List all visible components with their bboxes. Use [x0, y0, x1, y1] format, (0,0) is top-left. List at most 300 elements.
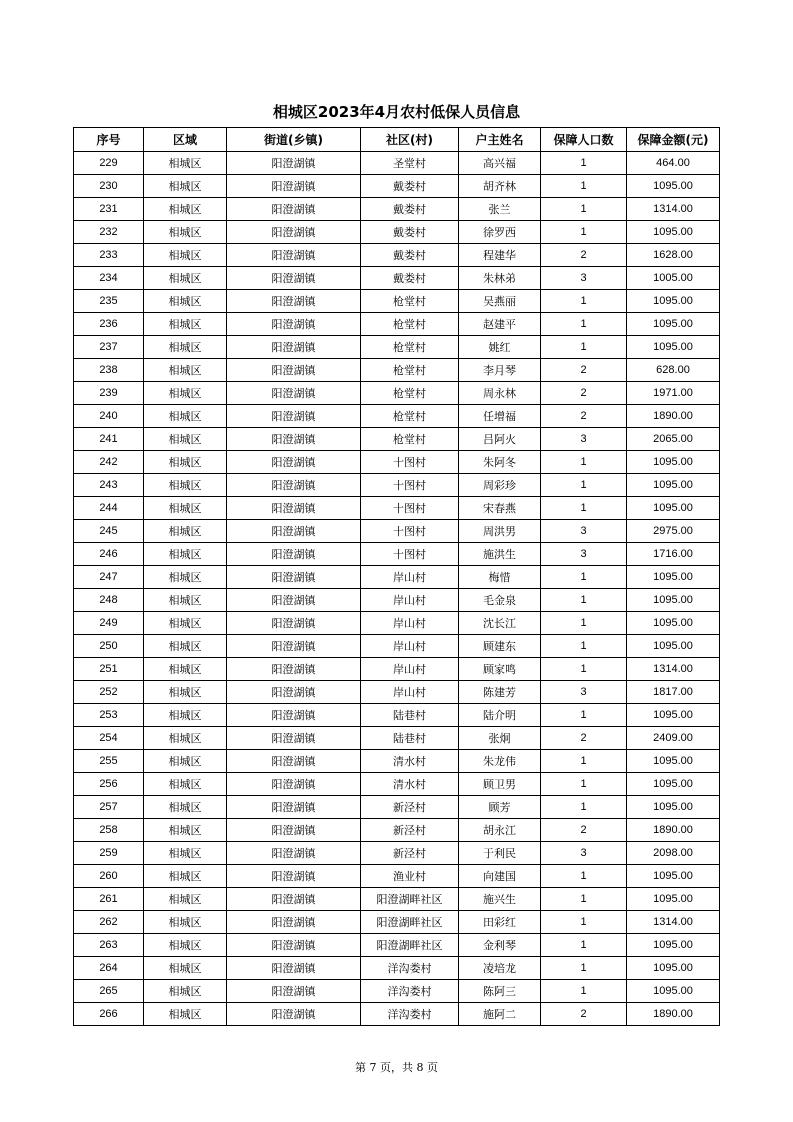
cell-householder-name: 赵建平 [459, 313, 541, 336]
cell-amount: 1817.00 [627, 681, 720, 704]
cell-community-village: 清水村 [361, 750, 459, 773]
column-header-serial: 序号 [74, 128, 144, 152]
cell-community-village: 圣堂村 [361, 152, 459, 175]
cell-street-town: 阳澄湖镇 [227, 428, 361, 451]
table-row [74, 957, 720, 980]
cell-amount: 1095.00 [627, 796, 720, 819]
cell-householder-name: 任增福 [459, 405, 541, 428]
cell-serial: 248 [74, 589, 144, 612]
cell-householder-name: 朱龙伟 [459, 750, 541, 773]
cell-householder-name: 金利琴 [459, 934, 541, 957]
cell-householder-name: 程建华 [459, 244, 541, 267]
cell-covered-persons: 1 [541, 198, 627, 221]
cell-region: 相城区 [144, 313, 227, 336]
cell-serial: 251 [74, 658, 144, 681]
cell-serial: 239 [74, 382, 144, 405]
cell-householder-name: 陈建芳 [459, 681, 541, 704]
assistance-roster-table [73, 127, 720, 1026]
cell-region: 相城区 [144, 244, 227, 267]
cell-street-town: 阳澄湖镇 [227, 750, 361, 773]
cell-covered-persons: 1 [541, 336, 627, 359]
cell-amount: 1095.00 [627, 773, 720, 796]
cell-covered-persons: 1 [541, 888, 627, 911]
cell-street-town: 阳澄湖镇 [227, 865, 361, 888]
cell-region: 相城区 [144, 566, 227, 589]
table-row [74, 658, 720, 681]
cell-amount: 1890.00 [627, 405, 720, 428]
table-row [74, 405, 720, 428]
cell-covered-persons: 1 [541, 911, 627, 934]
cell-street-town: 阳澄湖镇 [227, 934, 361, 957]
cell-amount: 1095.00 [627, 290, 720, 313]
cell-serial: 232 [74, 221, 144, 244]
cell-serial: 243 [74, 474, 144, 497]
cell-region: 相城区 [144, 221, 227, 244]
cell-serial: 262 [74, 911, 144, 934]
cell-region: 相城区 [144, 382, 227, 405]
page-title: 相城区2023年4月农村低保人员信息 [272, 103, 521, 121]
table-row [74, 382, 720, 405]
cell-householder-name: 施洪生 [459, 543, 541, 566]
cell-street-town: 阳澄湖镇 [227, 612, 361, 635]
table-row [74, 934, 720, 957]
cell-amount: 1095.00 [627, 612, 720, 635]
cell-amount: 1095.00 [627, 474, 720, 497]
cell-community-village: 十图村 [361, 497, 459, 520]
cell-serial: 260 [74, 865, 144, 888]
cell-covered-persons: 2 [541, 382, 627, 405]
cell-street-town: 阳澄湖镇 [227, 888, 361, 911]
cell-region: 相城区 [144, 405, 227, 428]
cell-region: 相城区 [144, 934, 227, 957]
cell-region: 相城区 [144, 267, 227, 290]
cell-community-village: 十图村 [361, 474, 459, 497]
table-row [74, 267, 720, 290]
cell-amount: 1095.00 [627, 865, 720, 888]
cell-serial: 241 [74, 428, 144, 451]
cell-community-village: 陆巷村 [361, 727, 459, 750]
cell-covered-persons: 1 [541, 290, 627, 313]
cell-amount: 1095.00 [627, 175, 720, 198]
cell-community-village: 戴娄村 [361, 175, 459, 198]
cell-covered-persons: 1 [541, 865, 627, 888]
cell-householder-name: 周洪男 [459, 520, 541, 543]
cell-region: 相城区 [144, 819, 227, 842]
cell-amount: 1890.00 [627, 1003, 720, 1026]
cell-community-village: 阳澄湖畔社区 [361, 888, 459, 911]
cell-region: 相城区 [144, 451, 227, 474]
column-header-region: 区域 [144, 128, 227, 152]
cell-street-town: 阳澄湖镇 [227, 658, 361, 681]
cell-street-town: 阳澄湖镇 [227, 267, 361, 290]
cell-amount: 464.00 [627, 152, 720, 175]
cell-covered-persons: 2 [541, 244, 627, 267]
cell-street-town: 阳澄湖镇 [227, 244, 361, 267]
cell-amount: 2409.00 [627, 727, 720, 750]
column-header-householder-name: 户主姓名 [459, 128, 541, 152]
cell-serial: 235 [74, 290, 144, 313]
cell-householder-name: 向建国 [459, 865, 541, 888]
cell-serial: 258 [74, 819, 144, 842]
cell-region: 相城区 [144, 175, 227, 198]
cell-serial: 237 [74, 336, 144, 359]
cell-amount: 1890.00 [627, 819, 720, 842]
cell-covered-persons: 3 [541, 428, 627, 451]
table-row [74, 681, 720, 704]
table-row [74, 819, 720, 842]
cell-community-village: 十图村 [361, 451, 459, 474]
cell-householder-name: 吴燕丽 [459, 290, 541, 313]
cell-covered-persons: 1 [541, 589, 627, 612]
column-header-community-village: 社区(村) [361, 128, 459, 152]
table-row [74, 175, 720, 198]
table-row [74, 198, 720, 221]
table-row [74, 543, 720, 566]
cell-community-village: 戴娄村 [361, 198, 459, 221]
cell-region: 相城区 [144, 888, 227, 911]
cell-covered-persons: 1 [541, 152, 627, 175]
cell-street-town: 阳澄湖镇 [227, 405, 361, 428]
cell-amount: 1628.00 [627, 244, 720, 267]
cell-amount: 1095.00 [627, 451, 720, 474]
cell-community-village: 洋沟娄村 [361, 980, 459, 1003]
cell-community-village: 枪堂村 [361, 428, 459, 451]
cell-street-town: 阳澄湖镇 [227, 359, 361, 382]
cell-serial: 231 [74, 198, 144, 221]
cell-householder-name: 沈长江 [459, 612, 541, 635]
table-row [74, 773, 720, 796]
cell-serial: 265 [74, 980, 144, 1003]
cell-community-village: 渔业村 [361, 865, 459, 888]
table-row [74, 704, 720, 727]
table-row [74, 727, 720, 750]
cell-community-village: 岸山村 [361, 681, 459, 704]
cell-street-town: 阳澄湖镇 [227, 198, 361, 221]
cell-covered-persons: 2 [541, 1003, 627, 1026]
cell-covered-persons: 3 [541, 842, 627, 865]
cell-region: 相城区 [144, 520, 227, 543]
table-row [74, 336, 720, 359]
cell-street-town: 阳澄湖镇 [227, 313, 361, 336]
cell-community-village: 清水村 [361, 773, 459, 796]
cell-street-town: 阳澄湖镇 [227, 152, 361, 175]
cell-street-town: 阳澄湖镇 [227, 819, 361, 842]
cell-amount: 1716.00 [627, 543, 720, 566]
cell-serial: 246 [74, 543, 144, 566]
cell-householder-name: 施兴生 [459, 888, 541, 911]
cell-covered-persons: 2 [541, 405, 627, 428]
cell-street-town: 阳澄湖镇 [227, 290, 361, 313]
cell-street-town: 阳澄湖镇 [227, 474, 361, 497]
cell-serial: 249 [74, 612, 144, 635]
cell-serial: 264 [74, 957, 144, 980]
cell-serial: 234 [74, 267, 144, 290]
cell-community-village: 戴娄村 [361, 221, 459, 244]
cell-householder-name: 田彩红 [459, 911, 541, 934]
column-header-amount: 保障金额(元) [627, 128, 720, 152]
cell-region: 相城区 [144, 911, 227, 934]
cell-street-town: 阳澄湖镇 [227, 589, 361, 612]
cell-amount: 1314.00 [627, 198, 720, 221]
cell-amount: 1095.00 [627, 750, 720, 773]
cell-region: 相城区 [144, 612, 227, 635]
cell-householder-name: 顾芳 [459, 796, 541, 819]
cell-region: 相城区 [144, 865, 227, 888]
cell-region: 相城区 [144, 543, 227, 566]
column-header-street-town: 街道(乡镇) [227, 128, 361, 152]
cell-covered-persons: 3 [541, 520, 627, 543]
cell-householder-name: 顾家鸣 [459, 658, 541, 681]
cell-serial: 252 [74, 681, 144, 704]
cell-amount: 1314.00 [627, 911, 720, 934]
cell-region: 相城区 [144, 773, 227, 796]
cell-street-town: 阳澄湖镇 [227, 382, 361, 405]
cell-covered-persons: 1 [541, 635, 627, 658]
table-row [74, 428, 720, 451]
table-row [74, 865, 720, 888]
cell-amount: 1095.00 [627, 704, 720, 727]
cell-serial: 255 [74, 750, 144, 773]
cell-serial: 253 [74, 704, 144, 727]
cell-covered-persons: 1 [541, 750, 627, 773]
cell-community-village: 岸山村 [361, 635, 459, 658]
cell-region: 相城区 [144, 152, 227, 175]
cell-covered-persons: 1 [541, 957, 627, 980]
cell-serial: 238 [74, 359, 144, 382]
cell-street-town: 阳澄湖镇 [227, 221, 361, 244]
cell-householder-name: 周彩珍 [459, 474, 541, 497]
cell-covered-persons: 1 [541, 934, 627, 957]
cell-region: 相城区 [144, 796, 227, 819]
cell-amount: 1095.00 [627, 566, 720, 589]
column-header-covered-persons: 保障人口数 [541, 128, 627, 152]
cell-community-village: 枪堂村 [361, 336, 459, 359]
cell-serial: 257 [74, 796, 144, 819]
cell-community-village: 岸山村 [361, 612, 459, 635]
cell-amount: 1095.00 [627, 589, 720, 612]
cell-serial: 229 [74, 152, 144, 175]
cell-community-village: 阳澄湖畔社区 [361, 911, 459, 934]
table-header-row [74, 128, 720, 152]
cell-amount: 2098.00 [627, 842, 720, 865]
cell-amount: 1095.00 [627, 980, 720, 1003]
cell-amount: 1095.00 [627, 934, 720, 957]
cell-region: 相城区 [144, 727, 227, 750]
cell-community-village: 枪堂村 [361, 382, 459, 405]
cell-serial: 259 [74, 842, 144, 865]
cell-street-town: 阳澄湖镇 [227, 796, 361, 819]
cell-amount: 1095.00 [627, 221, 720, 244]
cell-street-town: 阳澄湖镇 [227, 543, 361, 566]
cell-region: 相城区 [144, 290, 227, 313]
table-row [74, 612, 720, 635]
cell-householder-name: 于利民 [459, 842, 541, 865]
cell-serial: 250 [74, 635, 144, 658]
cell-community-village: 新泾村 [361, 842, 459, 865]
cell-householder-name: 李月琴 [459, 359, 541, 382]
cell-street-town: 阳澄湖镇 [227, 727, 361, 750]
cell-region: 相城区 [144, 750, 227, 773]
cell-covered-persons: 3 [541, 267, 627, 290]
cell-street-town: 阳澄湖镇 [227, 957, 361, 980]
cell-region: 相城区 [144, 842, 227, 865]
cell-street-town: 阳澄湖镇 [227, 704, 361, 727]
table-row [74, 589, 720, 612]
cell-serial: 247 [74, 566, 144, 589]
cell-region: 相城区 [144, 957, 227, 980]
table-row [74, 359, 720, 382]
cell-community-village: 新泾村 [361, 819, 459, 842]
cell-region: 相城区 [144, 336, 227, 359]
table-row [74, 566, 720, 589]
cell-householder-name: 朱林弟 [459, 267, 541, 290]
cell-amount: 1095.00 [627, 888, 720, 911]
cell-householder-name: 徐罗西 [459, 221, 541, 244]
table-body [74, 152, 720, 1026]
cell-region: 相城区 [144, 497, 227, 520]
cell-region: 相城区 [144, 198, 227, 221]
cell-covered-persons: 1 [541, 175, 627, 198]
cell-street-town: 阳澄湖镇 [227, 520, 361, 543]
table-row [74, 911, 720, 934]
cell-serial: 233 [74, 244, 144, 267]
cell-community-village: 阳澄湖畔社区 [361, 934, 459, 957]
cell-street-town: 阳澄湖镇 [227, 911, 361, 934]
cell-street-town: 阳澄湖镇 [227, 497, 361, 520]
cell-region: 相城区 [144, 359, 227, 382]
table-row [74, 497, 720, 520]
table-row [74, 796, 720, 819]
cell-amount: 1314.00 [627, 658, 720, 681]
cell-street-town: 阳澄湖镇 [227, 566, 361, 589]
cell-householder-name: 胡齐林 [459, 175, 541, 198]
cell-householder-name: 宋春燕 [459, 497, 541, 520]
cell-covered-persons: 1 [541, 313, 627, 336]
cell-amount: 1095.00 [627, 957, 720, 980]
cell-region: 相城区 [144, 589, 227, 612]
cell-serial: 261 [74, 888, 144, 911]
cell-covered-persons: 1 [541, 451, 627, 474]
cell-amount: 1095.00 [627, 336, 720, 359]
cell-community-village: 十图村 [361, 520, 459, 543]
cell-community-village: 戴娄村 [361, 244, 459, 267]
cell-covered-persons: 1 [541, 612, 627, 635]
cell-serial: 263 [74, 934, 144, 957]
table-row [74, 152, 720, 175]
table-row [74, 520, 720, 543]
cell-community-village: 枪堂村 [361, 290, 459, 313]
cell-householder-name: 张炯 [459, 727, 541, 750]
cell-householder-name: 高兴福 [459, 152, 541, 175]
cell-covered-persons: 1 [541, 658, 627, 681]
cell-amount: 1095.00 [627, 635, 720, 658]
cell-covered-persons: 2 [541, 359, 627, 382]
cell-serial: 236 [74, 313, 144, 336]
table-row [74, 244, 720, 267]
cell-householder-name: 张兰 [459, 198, 541, 221]
cell-community-village: 枪堂村 [361, 405, 459, 428]
cell-serial: 242 [74, 451, 144, 474]
cell-covered-persons: 2 [541, 727, 627, 750]
table-row [74, 635, 720, 658]
cell-region: 相城区 [144, 428, 227, 451]
cell-street-town: 阳澄湖镇 [227, 842, 361, 865]
cell-covered-persons: 1 [541, 773, 627, 796]
table-row [74, 451, 720, 474]
cell-covered-persons: 1 [541, 474, 627, 497]
cell-covered-persons: 1 [541, 497, 627, 520]
cell-householder-name: 朱阿冬 [459, 451, 541, 474]
cell-serial: 244 [74, 497, 144, 520]
cell-region: 相城区 [144, 980, 227, 1003]
cell-covered-persons: 1 [541, 796, 627, 819]
cell-region: 相城区 [144, 704, 227, 727]
cell-serial: 254 [74, 727, 144, 750]
table-row [74, 1003, 720, 1026]
cell-community-village: 戴娄村 [361, 267, 459, 290]
cell-community-village: 岸山村 [361, 589, 459, 612]
cell-householder-name: 姚红 [459, 336, 541, 359]
cell-householder-name: 施阿二 [459, 1003, 541, 1026]
cell-community-village: 岸山村 [361, 566, 459, 589]
cell-street-town: 阳澄湖镇 [227, 681, 361, 704]
cell-serial: 256 [74, 773, 144, 796]
cell-street-town: 阳澄湖镇 [227, 635, 361, 658]
cell-region: 相城区 [144, 658, 227, 681]
cell-householder-name: 周永林 [459, 382, 541, 405]
cell-community-village: 陆巷村 [361, 704, 459, 727]
table-row [74, 313, 720, 336]
cell-householder-name: 顾建东 [459, 635, 541, 658]
cell-community-village: 枪堂村 [361, 359, 459, 382]
cell-covered-persons: 3 [541, 681, 627, 704]
cell-community-village: 新泾村 [361, 796, 459, 819]
cell-covered-persons: 1 [541, 980, 627, 1003]
cell-covered-persons: 1 [541, 566, 627, 589]
cell-householder-name: 梅惜 [459, 566, 541, 589]
table-row [74, 842, 720, 865]
cell-amount: 2065.00 [627, 428, 720, 451]
cell-householder-name: 凌培龙 [459, 957, 541, 980]
cell-householder-name: 吕阿火 [459, 428, 541, 451]
cell-street-town: 阳澄湖镇 [227, 773, 361, 796]
cell-serial: 240 [74, 405, 144, 428]
table-row [74, 980, 720, 1003]
cell-region: 相城区 [144, 681, 227, 704]
cell-community-village: 岸山村 [361, 658, 459, 681]
table-row [74, 290, 720, 313]
cell-covered-persons: 1 [541, 221, 627, 244]
table-row [74, 750, 720, 773]
cell-serial: 245 [74, 520, 144, 543]
cell-serial: 266 [74, 1003, 144, 1026]
cell-amount: 1005.00 [627, 267, 720, 290]
cell-serial: 230 [74, 175, 144, 198]
cell-amount: 1971.00 [627, 382, 720, 405]
cell-amount: 2975.00 [627, 520, 720, 543]
cell-community-village: 枪堂村 [361, 313, 459, 336]
cell-community-village: 洋沟娄村 [361, 1003, 459, 1026]
cell-householder-name: 毛金泉 [459, 589, 541, 612]
cell-region: 相城区 [144, 474, 227, 497]
cell-covered-persons: 1 [541, 704, 627, 727]
cell-region: 相城区 [144, 1003, 227, 1026]
cell-community-village: 十图村 [361, 543, 459, 566]
cell-householder-name: 胡永江 [459, 819, 541, 842]
table-row [74, 474, 720, 497]
table-row [74, 888, 720, 911]
cell-covered-persons: 2 [541, 819, 627, 842]
